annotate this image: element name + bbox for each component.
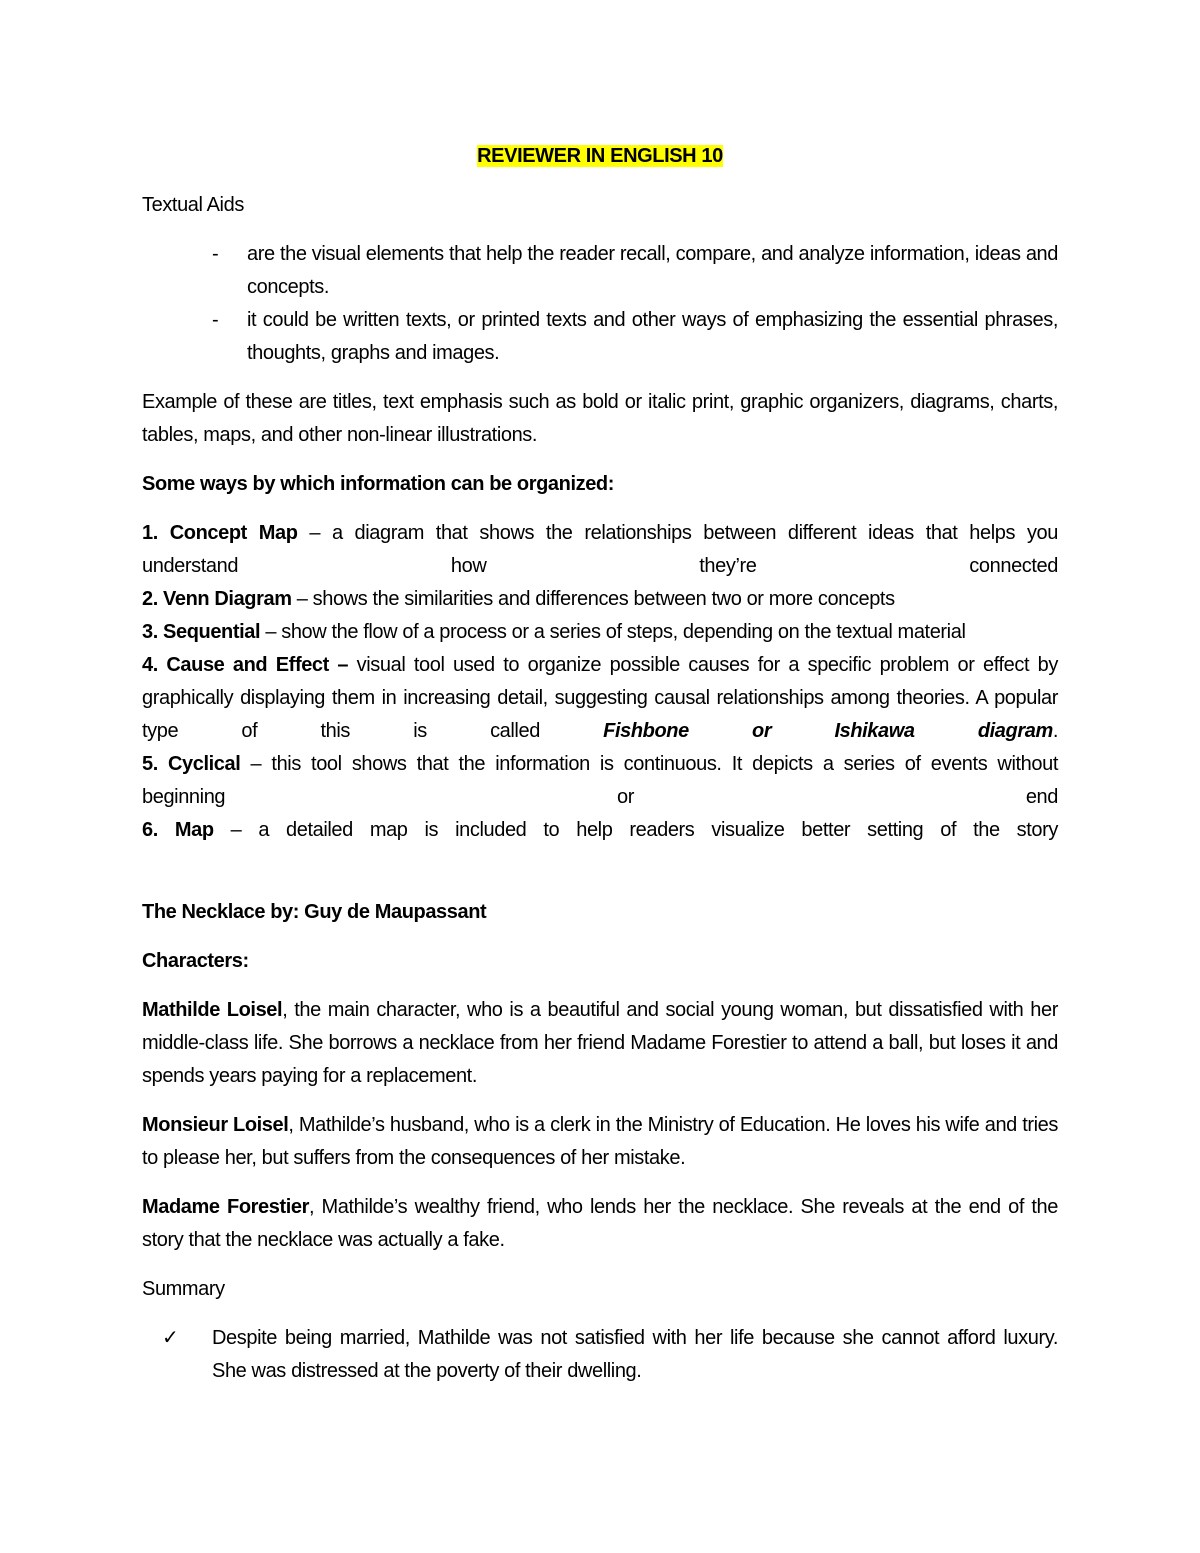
organize-item: [142, 616, 1058, 649]
item-desc: a detailed map is included to help readers visualize better setting of the story: [258, 819, 1058, 841]
necklace-heading: [142, 896, 1058, 929]
list-item: [142, 238, 1058, 304]
title-highlight: REVIEWER IN ENGLISH 10: [477, 145, 723, 167]
checkmark-icon: ✓: [162, 1327, 179, 1349]
organize-item: [142, 649, 1058, 748]
item-desc: visual tool used to organize possible causes for a specific problem or effect by graphically displaying them in increasing detail, suggesting causal relationships among theories. A popular type of this is called: [142, 654, 1058, 742]
page-title: [142, 140, 1058, 173]
organize-item: [142, 517, 1058, 583]
character-desc: , the main character, who is a beautiful and social young woman, but dissatisfied with her middle-class life. She borrows a necklace from her friend Madame Forestier to attend a ball, but loses it and spends years paying for a replacement.: [142, 999, 1058, 1087]
bullet-text: are the visual elements that help the reader recall, compare, and analyze information, ideas and concepts.: [247, 243, 1058, 298]
summary-text: Despite being married, Mathilde was not satisfied with her life because she cannot afford luxury. She was distressed at the poverty of their dwelling.: [212, 1327, 1058, 1382]
list-item: [142, 304, 1058, 370]
organize-item: [142, 814, 1058, 847]
summary-heading: Summary: [142, 1278, 225, 1300]
item-sep: –: [240, 753, 272, 775]
characters-heading: [142, 945, 1058, 978]
bullet-text: it could be written texts, or printed texts and other ways of emphasizing the essential phrases, thoughts, graphs and images.: [247, 309, 1058, 364]
item-emphasis: Fishbone or Ishikawa diagram: [603, 720, 1053, 742]
item-term: 4. Cause and Effect –: [142, 654, 349, 676]
item-term: 6. Map: [142, 819, 214, 841]
characters-heading-text: Characters:: [142, 950, 249, 972]
character-name: Monsieur Loisel: [142, 1114, 289, 1136]
dash-marker: -: [212, 309, 219, 331]
item-term: 1. Concept Map: [142, 522, 298, 544]
document-content: [142, 140, 1058, 1388]
character-paragraph: [142, 1191, 1058, 1257]
organize-heading: [142, 468, 1058, 501]
character-paragraph: [142, 1109, 1058, 1175]
item-sep: –: [291, 588, 313, 610]
list-item: [142, 1322, 1058, 1388]
character-name: Madame Forestier: [142, 1196, 309, 1218]
dash-marker: -: [212, 243, 219, 265]
organize-item: [142, 748, 1058, 814]
item-desc: this tool shows that the information is continuous. It depicts a series of events without beginning or end: [142, 753, 1058, 808]
item-tail: .: [1052, 720, 1058, 742]
textual-aids-list: [142, 238, 1058, 370]
organize-item: [142, 583, 1058, 616]
necklace-heading-text: The Necklace by: Guy de Maupassant: [142, 901, 487, 923]
textual-aids-heading: Textual Aids: [142, 194, 244, 216]
character-name: Mathilde Loisel: [142, 999, 283, 1021]
item-desc: show the flow of a process or a series of steps, depending on the textual material: [281, 621, 966, 643]
item-term: 3. Sequential: [142, 621, 261, 643]
character-paragraph: [142, 994, 1058, 1093]
character-desc: , Mathilde’s wealthy friend, who lends her the necklace. She reveals at the end of the story that the necklace was actually a fake.: [142, 1196, 1058, 1251]
item-sep: –: [213, 819, 259, 841]
item-term: 5. Cyclical: [142, 753, 241, 775]
character-desc: , Mathilde’s husband, who is a clerk in the Ministry of Education. He loves his wife and tries to please her, but suffers from the consequences of her mistake.: [142, 1114, 1058, 1169]
item-desc: a diagram that shows the relationships between different ideas that helps you understand how they’re connected: [142, 522, 1058, 577]
item-term: 2. Venn Diagram: [142, 588, 292, 610]
item-desc: shows the similarities and differences between two or more concepts: [312, 588, 895, 610]
summary-list: [142, 1322, 1058, 1388]
item-sep: –: [260, 621, 282, 643]
item-sep: –: [297, 522, 332, 544]
example-paragraph: Example of these are titles, text emphasis such as bold or italic print, graphic organizers, diagrams, charts, tables, maps, and other non-linear illustrations.: [142, 391, 1058, 446]
organize-heading-text: Some ways by which information can be organized:: [142, 473, 615, 495]
item-sep: [348, 654, 357, 676]
